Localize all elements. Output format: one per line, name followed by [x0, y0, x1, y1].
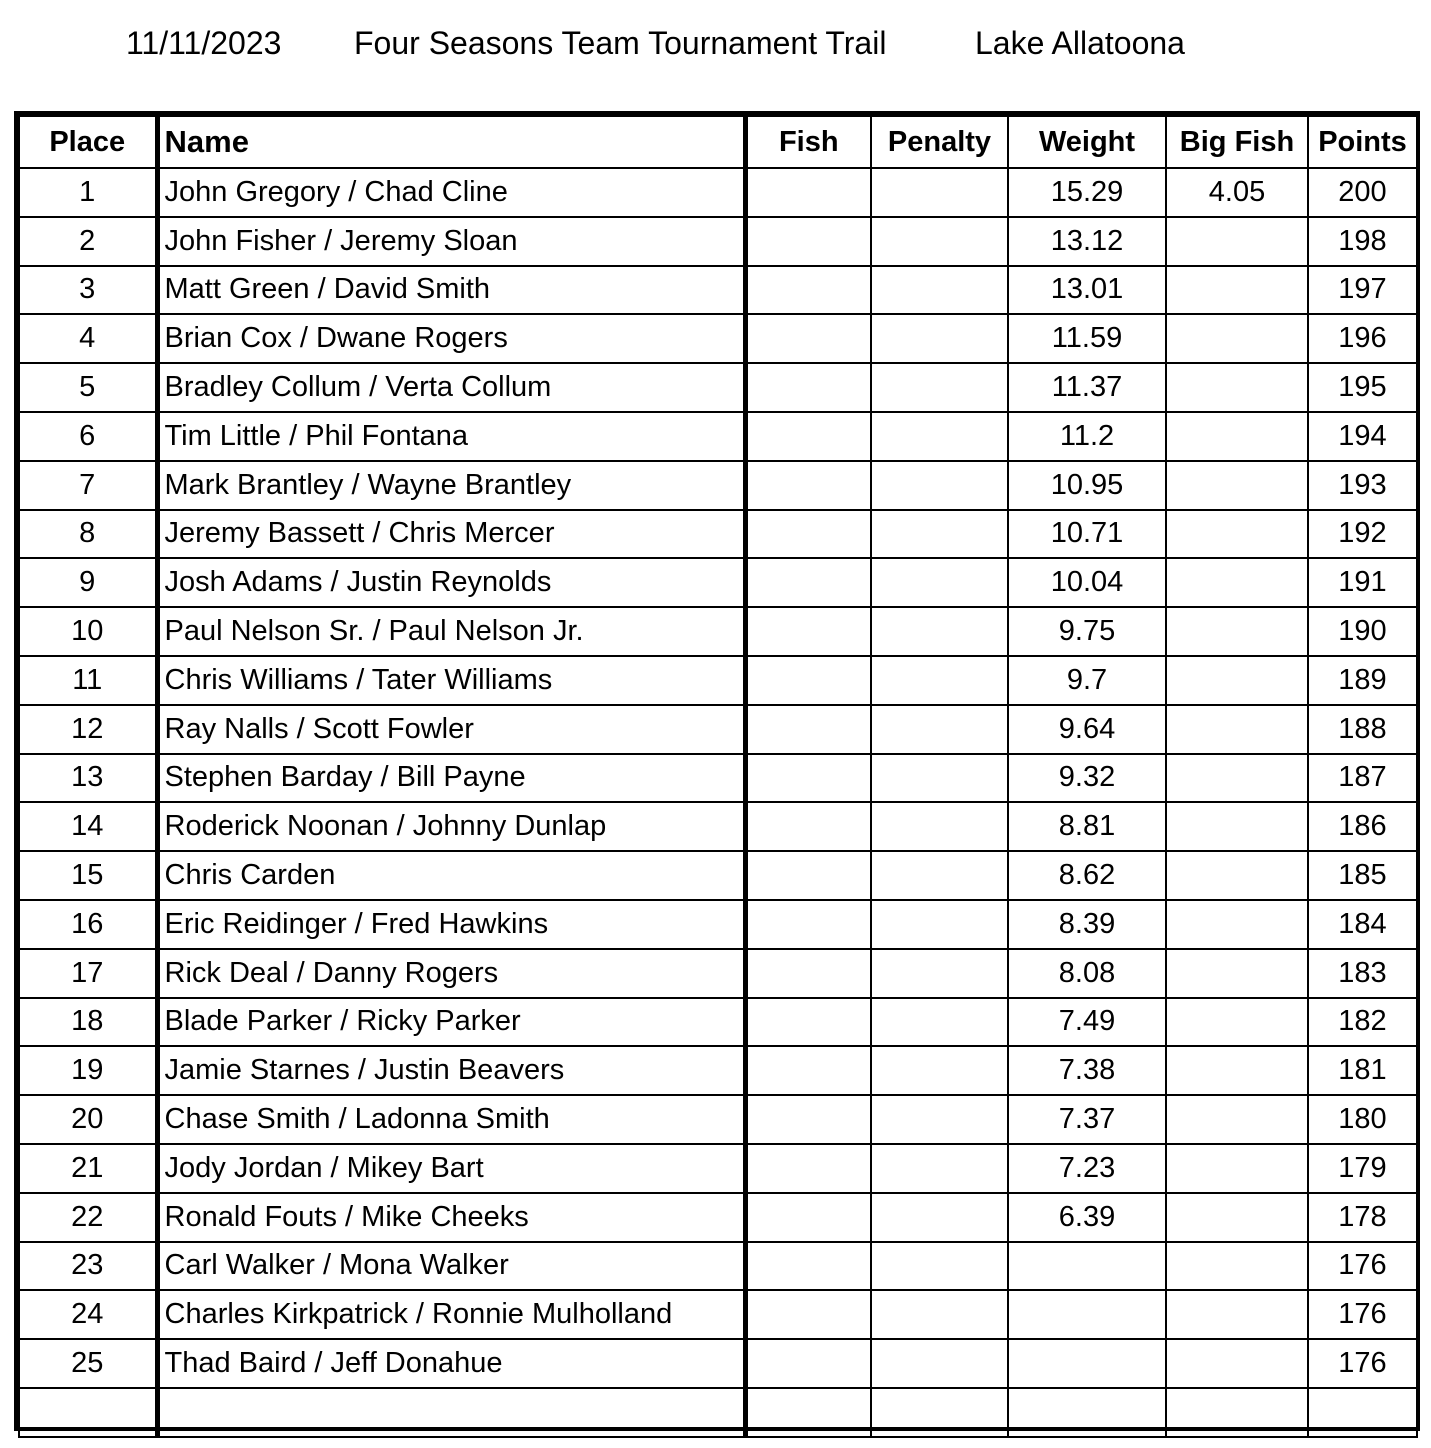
cell-big-fish	[1166, 900, 1308, 949]
table-row	[19, 314, 1417, 363]
table-row	[19, 558, 1417, 607]
cell-weight	[1008, 1339, 1166, 1388]
cell-points: 178	[1308, 1193, 1417, 1242]
cell-points: 183	[1308, 949, 1417, 998]
cell-name: Tim Little / Phil Fontana	[157, 412, 745, 461]
cell-big-fish	[1166, 363, 1308, 412]
cell-weight: 9.64	[1008, 705, 1166, 754]
cell-place: 10	[19, 607, 157, 656]
cell-place: 7	[19, 461, 157, 510]
cell-place: 6	[19, 412, 157, 461]
cell-points: 176	[1308, 1290, 1417, 1339]
cell-place: 13	[19, 754, 157, 803]
cell-name: Ray Nalls / Scott Fowler	[157, 705, 745, 754]
cell-points: 197	[1308, 266, 1417, 315]
cell-weight	[1008, 1242, 1166, 1291]
table-row	[19, 1242, 1417, 1291]
cell-big-fish	[1166, 1193, 1308, 1242]
cell-fish	[745, 461, 871, 510]
cell-big-fish: 4.05	[1166, 168, 1308, 217]
table-row	[19, 1290, 1417, 1339]
cell-name: Josh Adams / Justin Reynolds	[157, 558, 745, 607]
cell-fish	[745, 1290, 871, 1339]
table-row	[19, 510, 1417, 559]
cell-big-fish	[1166, 1290, 1308, 1339]
cell-fish	[745, 998, 871, 1047]
column-header-weight: Weight	[1008, 116, 1166, 168]
cell-points: 198	[1308, 217, 1417, 266]
cell-fish	[745, 266, 871, 315]
column-header-name: Name	[157, 116, 745, 168]
cell-fish	[745, 802, 871, 851]
cell-weight: 9.75	[1008, 607, 1166, 656]
cell-points: 176	[1308, 1339, 1417, 1388]
results-table	[18, 115, 1418, 1438]
cell-fish	[745, 1193, 871, 1242]
cell-fish	[745, 1144, 871, 1193]
cell-big-fish	[1166, 266, 1308, 315]
cell-fish	[745, 1339, 871, 1388]
cell-weight: 13.12	[1008, 217, 1166, 266]
cell-fish	[745, 949, 871, 998]
results-table-frame	[14, 111, 1420, 1431]
cell-penalty	[871, 1388, 1008, 1437]
cell-penalty	[871, 851, 1008, 900]
table-row	[19, 754, 1417, 803]
cell-place: 21	[19, 1144, 157, 1193]
cell-penalty	[871, 705, 1008, 754]
cell-penalty	[871, 168, 1008, 217]
cell-place: 8	[19, 510, 157, 559]
cell-fish	[745, 1046, 871, 1095]
cell-penalty	[871, 802, 1008, 851]
cell-penalty	[871, 217, 1008, 266]
cell-big-fish	[1166, 998, 1308, 1047]
cell-weight: 9.32	[1008, 754, 1166, 803]
cell-fish	[745, 607, 871, 656]
table-row	[19, 705, 1417, 754]
cell-name: Stephen Barday / Bill Payne	[157, 754, 745, 803]
cell-weight: 8.39	[1008, 900, 1166, 949]
cell-big-fish	[1166, 754, 1308, 803]
cell-place: 12	[19, 705, 157, 754]
cell-big-fish	[1166, 412, 1308, 461]
table-row	[19, 1095, 1417, 1144]
cell-fish	[745, 412, 871, 461]
cell-penalty	[871, 1046, 1008, 1095]
cell-penalty	[871, 998, 1008, 1047]
cell-place: 9	[19, 558, 157, 607]
cell-weight: 10.04	[1008, 558, 1166, 607]
cell-place: 3	[19, 266, 157, 315]
cell-penalty	[871, 363, 1008, 412]
column-header-place: Place	[19, 116, 157, 168]
cell-fish	[745, 314, 871, 363]
cell-fish	[745, 851, 871, 900]
column-header-big-fish: Big Fish	[1166, 116, 1308, 168]
cell-penalty	[871, 1193, 1008, 1242]
cell-fish	[745, 510, 871, 559]
cell-weight: 10.95	[1008, 461, 1166, 510]
table-row	[19, 802, 1417, 851]
cell-big-fish	[1166, 802, 1308, 851]
cell-name: Mark Brantley / Wayne Brantley	[157, 461, 745, 510]
table-row	[19, 1388, 1417, 1437]
results-body	[19, 168, 1417, 1437]
cell-name: Paul Nelson Sr. / Paul Nelson Jr.	[157, 607, 745, 656]
table-row	[19, 851, 1417, 900]
cell-penalty	[871, 1242, 1008, 1291]
table-row	[19, 900, 1417, 949]
cell-big-fish	[1166, 705, 1308, 754]
cell-points: 194	[1308, 412, 1417, 461]
cell-fish	[745, 363, 871, 412]
cell-name: Rick Deal / Danny Rogers	[157, 949, 745, 998]
cell-weight: 9.7	[1008, 656, 1166, 705]
tournament-date: 11/11/2023	[126, 25, 282, 61]
tournament-name: Four Seasons Team Tournament Trail	[354, 25, 887, 61]
cell-name: Jeremy Bassett / Chris Mercer	[157, 510, 745, 559]
cell-penalty	[871, 1339, 1008, 1388]
cell-weight: 15.29	[1008, 168, 1166, 217]
cell-name: John Fisher / Jeremy Sloan	[157, 217, 745, 266]
cell-big-fish	[1166, 1339, 1308, 1388]
cell-weight: 7.37	[1008, 1095, 1166, 1144]
cell-weight: 7.38	[1008, 1046, 1166, 1095]
cell-place: 16	[19, 900, 157, 949]
cell-penalty	[871, 461, 1008, 510]
cell-points: 185	[1308, 851, 1417, 900]
cell-penalty	[871, 412, 1008, 461]
cell-points: 188	[1308, 705, 1417, 754]
cell-name: Charles Kirkpatrick / Ronnie Mulholland	[157, 1290, 745, 1339]
cell-name: Chris Carden	[157, 851, 745, 900]
cell-fish	[745, 1388, 871, 1437]
table-row	[19, 412, 1417, 461]
cell-name: Roderick Noonan / Johnny Dunlap	[157, 802, 745, 851]
cell-points: 184	[1308, 900, 1417, 949]
table-row	[19, 363, 1417, 412]
table-row	[19, 1046, 1417, 1095]
cell-place: 15	[19, 851, 157, 900]
cell-name: Matt Green / David Smith	[157, 266, 745, 315]
cell-points: 189	[1308, 656, 1417, 705]
column-header-penalty: Penalty	[871, 116, 1008, 168]
cell-place: 18	[19, 998, 157, 1047]
cell-penalty	[871, 266, 1008, 315]
cell-points	[1308, 1388, 1417, 1437]
cell-name	[157, 1388, 745, 1437]
cell-big-fish	[1166, 851, 1308, 900]
cell-weight	[1008, 1290, 1166, 1339]
cell-big-fish	[1166, 217, 1308, 266]
cell-points: 192	[1308, 510, 1417, 559]
cell-place: 1	[19, 168, 157, 217]
tournament-lake: Lake Allatoona	[975, 25, 1185, 61]
cell-place: 25	[19, 1339, 157, 1388]
cell-place: 2	[19, 217, 157, 266]
cell-fish	[745, 1242, 871, 1291]
cell-penalty	[871, 1095, 1008, 1144]
cell-penalty	[871, 314, 1008, 363]
cell-fish	[745, 705, 871, 754]
cell-points: 193	[1308, 461, 1417, 510]
table-row	[19, 266, 1417, 315]
cell-name: Brian Cox / Dwane Rogers	[157, 314, 745, 363]
cell-points: 191	[1308, 558, 1417, 607]
cell-penalty	[871, 656, 1008, 705]
table-row	[19, 607, 1417, 656]
cell-name: Jody Jordan / Mikey Bart	[157, 1144, 745, 1193]
cell-place: 20	[19, 1095, 157, 1144]
cell-points: 176	[1308, 1242, 1417, 1291]
cell-weight: 11.59	[1008, 314, 1166, 363]
cell-weight: 10.71	[1008, 510, 1166, 559]
cell-big-fish	[1166, 461, 1308, 510]
cell-fish	[745, 656, 871, 705]
cell-name: Jamie Starnes / Justin Beavers	[157, 1046, 745, 1095]
cell-name: John Gregory / Chad Cline	[157, 168, 745, 217]
table-row	[19, 949, 1417, 998]
cell-place: 11	[19, 656, 157, 705]
cell-place: 17	[19, 949, 157, 998]
cell-points: 180	[1308, 1095, 1417, 1144]
cell-big-fish	[1166, 656, 1308, 705]
cell-points: 196	[1308, 314, 1417, 363]
cell-points: 186	[1308, 802, 1417, 851]
cell-points: 200	[1308, 168, 1417, 217]
cell-points: 182	[1308, 998, 1417, 1047]
cell-fish	[745, 558, 871, 607]
cell-place: 22	[19, 1193, 157, 1242]
cell-name: Blade Parker / Ricky Parker	[157, 998, 745, 1047]
cell-weight	[1008, 1388, 1166, 1437]
cell-weight: 13.01	[1008, 266, 1166, 315]
table-row	[19, 217, 1417, 266]
table-row	[19, 1339, 1417, 1388]
cell-penalty	[871, 510, 1008, 559]
cell-place: 5	[19, 363, 157, 412]
cell-fish	[745, 754, 871, 803]
cell-fish	[745, 1095, 871, 1144]
document-title	[0, 18, 1431, 68]
cell-big-fish	[1166, 1242, 1308, 1291]
table-row	[19, 1144, 1417, 1193]
table-row	[19, 998, 1417, 1047]
cell-penalty	[871, 949, 1008, 998]
header-row	[19, 116, 1417, 168]
cell-weight: 8.62	[1008, 851, 1166, 900]
cell-penalty	[871, 754, 1008, 803]
cell-big-fish	[1166, 949, 1308, 998]
cell-big-fish	[1166, 314, 1308, 363]
cell-name: Chase Smith / Ladonna Smith	[157, 1095, 745, 1144]
cell-weight: 7.23	[1008, 1144, 1166, 1193]
table-row	[19, 461, 1417, 510]
cell-penalty	[871, 607, 1008, 656]
cell-penalty	[871, 1144, 1008, 1193]
cell-penalty	[871, 558, 1008, 607]
cell-big-fish	[1166, 1388, 1308, 1437]
cell-weight: 6.39	[1008, 1193, 1166, 1242]
cell-points: 187	[1308, 754, 1417, 803]
cell-weight: 8.81	[1008, 802, 1166, 851]
cell-fish	[745, 900, 871, 949]
cell-place: 23	[19, 1242, 157, 1291]
cell-place: 24	[19, 1290, 157, 1339]
cell-name: Thad Baird / Jeff Donahue	[157, 1339, 745, 1388]
cell-penalty	[871, 1290, 1008, 1339]
cell-points: 181	[1308, 1046, 1417, 1095]
cell-big-fish	[1166, 510, 1308, 559]
cell-big-fish	[1166, 1095, 1308, 1144]
cell-place: 4	[19, 314, 157, 363]
cell-name: Chris Williams / Tater Williams	[157, 656, 745, 705]
cell-place: 14	[19, 802, 157, 851]
cell-weight: 7.49	[1008, 998, 1166, 1047]
cell-weight: 11.2	[1008, 412, 1166, 461]
cell-fish	[745, 168, 871, 217]
cell-big-fish	[1166, 558, 1308, 607]
cell-big-fish	[1166, 607, 1308, 656]
cell-big-fish	[1166, 1046, 1308, 1095]
cell-big-fish	[1166, 1144, 1308, 1193]
cell-penalty	[871, 900, 1008, 949]
cell-fish	[745, 217, 871, 266]
table-row	[19, 656, 1417, 705]
cell-place	[19, 1388, 157, 1437]
cell-points: 179	[1308, 1144, 1417, 1193]
cell-weight: 11.37	[1008, 363, 1166, 412]
table-row	[19, 168, 1417, 217]
cell-name: Eric Reidinger / Fred Hawkins	[157, 900, 745, 949]
cell-points: 195	[1308, 363, 1417, 412]
cell-place: 19	[19, 1046, 157, 1095]
column-header-points: Points	[1308, 116, 1417, 168]
cell-name: Ronald Fouts / Mike Cheeks	[157, 1193, 745, 1242]
cell-name: Bradley Collum / Verta Collum	[157, 363, 745, 412]
table-row	[19, 1193, 1417, 1242]
cell-name: Carl Walker / Mona Walker	[157, 1242, 745, 1291]
column-header-fish: Fish	[745, 116, 871, 168]
cell-weight: 8.08	[1008, 949, 1166, 998]
cell-points: 190	[1308, 607, 1417, 656]
